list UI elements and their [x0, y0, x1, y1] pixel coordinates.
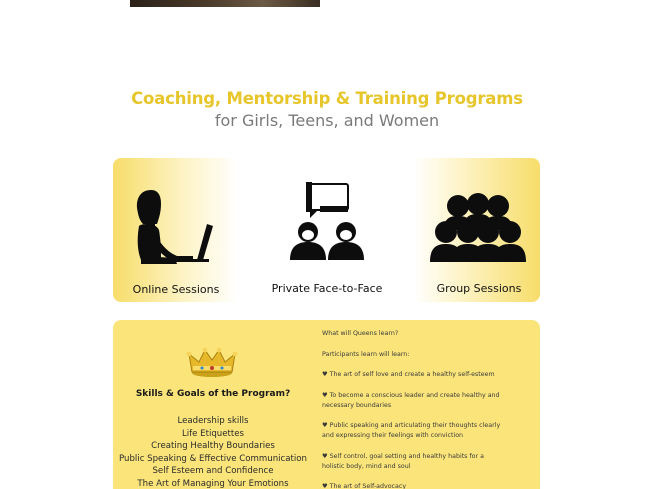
- programs-title: Coaching, Mentorship & Training Programs: [131, 89, 523, 108]
- woman-laptop-icon: [131, 186, 221, 266]
- learn-point: ♥ The art of self love and create a healthy self-esteem: [322, 371, 495, 378]
- session-private-label: Private Face-to-Face: [271, 282, 383, 295]
- session-private[interactable]: [263, 158, 391, 302]
- session-group-label: Group Sessions: [436, 282, 522, 295]
- crown-icon: [185, 344, 239, 378]
- learn-point: ♥ Self control, goal setting and healthy habits for a holistic body, mind and soul: [322, 452, 484, 470]
- learn-question: What will Queens learn?: [322, 330, 399, 337]
- list-item: Life Etiquettes: [181, 428, 245, 439]
- list-item: Leadership skills: [177, 416, 249, 426]
- list-item: The Art of Managing Your Emotions: [137, 478, 289, 489]
- learn-point: ♥ The art of Self-advocacy: [322, 483, 407, 489]
- skills-panel: [113, 320, 540, 489]
- programs-subtitle: for Girls, Teens, and Women: [214, 111, 440, 130]
- two-people-chat-icon: [286, 182, 368, 262]
- session-online[interactable]: [113, 158, 239, 302]
- learn-point: ♥ Public speaking and articulating their thoughts clearly and expressing their feelings with conviction: [322, 422, 501, 439]
- list-item: Public Speaking & Effective Communication: [118, 453, 308, 464]
- top-photo: [130, 0, 320, 7]
- session-online-label: Online Sessions: [132, 283, 220, 296]
- learn-intro: Participants learn will learn:: [322, 350, 410, 358]
- skills-title: Skills & Goals of the Program?: [135, 389, 291, 399]
- learn-column: [322, 329, 507, 489]
- list-item: Creating Healthy Boundaries: [151, 441, 275, 452]
- sessions-panel: [113, 158, 540, 302]
- learn-point: ♥ To become a conscious leader and create healthy and necessary boundaries: [322, 391, 500, 409]
- group-people-icon: [430, 190, 526, 264]
- list-item: Self Esteem and Confidence: [152, 466, 274, 477]
- skills-list: [113, 415, 313, 489]
- session-group[interactable]: [418, 158, 540, 302]
